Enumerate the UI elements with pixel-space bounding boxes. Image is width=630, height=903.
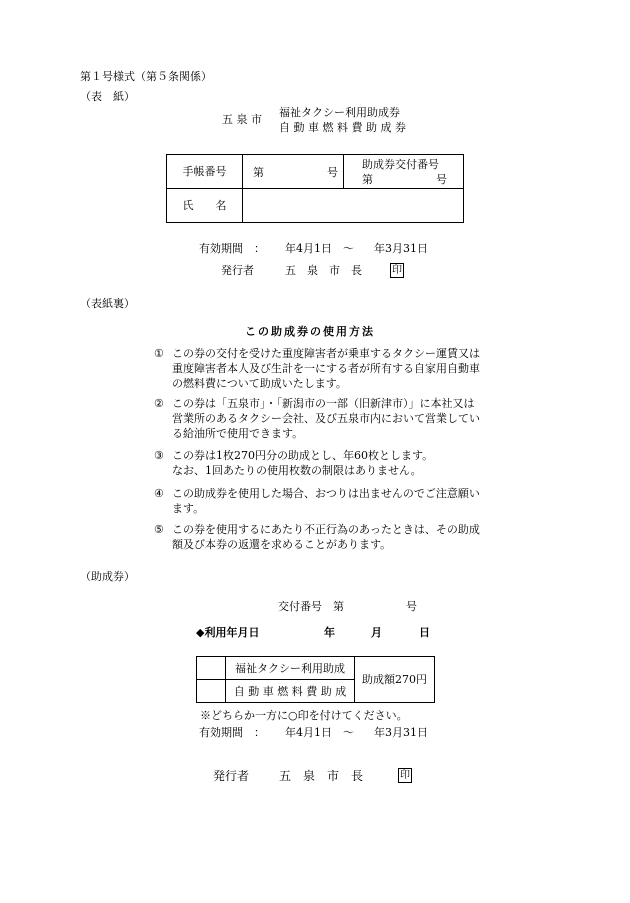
cover-title-taxi: 福祉タクシー利用助成券 <box>279 106 400 119</box>
ticket-issuer-label: 発行者 <box>213 769 250 783</box>
cover-issuer-name: 五 泉 市 長 <box>285 264 362 277</box>
notebook-go: 号 <box>327 166 338 179</box>
usage-item-3 <box>154 448 484 478</box>
opt1-mark-cell[interactable] <box>197 657 226 680</box>
usage-item-5-num: ⑤ <box>154 523 164 536</box>
issue-number-field[interactable] <box>344 155 464 189</box>
use-date-day: 日 <box>419 626 430 639</box>
issue-number-label: 助成券交付番号 <box>362 158 439 171</box>
usage-item-4-num: ④ <box>154 487 164 500</box>
opt2-mark-cell[interactable] <box>197 680 226 703</box>
usage-item-2-text: この券は「五泉市」・「新潟市の一部（旧新津市）」に本社又は営業所のあるタクシー会社、及び五泉市内において営業している給油所で使用できます。 <box>172 397 480 440</box>
ticket-issuer-name: 五 泉 市 長 <box>279 769 364 783</box>
usage-item-4 <box>154 486 484 516</box>
back-label: （表紙裏） <box>80 297 135 310</box>
cover-validity-tilde: ～ <box>343 242 354 255</box>
usage-item-5-text: この券を使用するにあたり不正行為のあったときは、その助成額及び本券の返還を求めることがあります。 <box>172 523 480 551</box>
cover-validity-from: 年4月1日 <box>285 242 332 255</box>
ticket-label: （助成券） <box>80 570 135 583</box>
ticket-option-table <box>196 656 435 703</box>
ticket-validity-tilde: ～ <box>343 726 354 739</box>
name-label: 氏 名 <box>167 189 243 223</box>
usage-item-1-num: ① <box>154 347 164 360</box>
usage-item-1-text: この券の交付を受けた重度障害者が乗車するタクシー運賃又は重度障害者本人及び生計を一にする者が所有する自家用自動車の燃料費について助成いたします。 <box>172 347 480 390</box>
usage-item-4-text: この助成券を使用した場合、おつりは出ませんのでご注意願います。 <box>172 487 480 515</box>
issue-go: 号 <box>436 173 447 186</box>
cover-title-fuel: 自 動 車 燃 料 費 助 成 券 <box>279 121 406 134</box>
ticket-amount: 助成額270円 <box>355 657 435 703</box>
cover-validity-to: 年3月31日 <box>374 242 428 255</box>
usage-item-1 <box>154 346 484 391</box>
name-field[interactable] <box>243 189 464 223</box>
form-number: 第１号様式（第５条関係） <box>80 70 212 83</box>
ticket-note: ※どちらか一方に○印を付けてください。 <box>200 709 408 722</box>
ticket-seal-stamp: 印 <box>400 770 410 781</box>
use-date-year: 年 <box>324 626 335 639</box>
cover-seal-stamp: 印 <box>392 265 402 276</box>
ticket-issue-go: 号 <box>406 600 417 613</box>
use-date-label: ◆利用年月日 <box>196 626 260 639</box>
usage-item-3-text: この券は1枚270円分の助成とし、年60枚とします。 <box>172 449 434 462</box>
cover-info-table <box>166 154 464 223</box>
opt2-label: 自 動 車 燃 料 費 助 成 <box>226 680 355 703</box>
issue-dai: 第 <box>362 173 373 186</box>
notebook-number-field[interactable] <box>243 155 344 189</box>
opt1-label: 福祉タクシー利用助成 <box>226 657 355 680</box>
usage-item-2-num: ② <box>154 397 164 410</box>
use-date-month: 月 <box>371 626 382 639</box>
usage-item-3-note: なお、1回あたりの使用枚数の制限はありません。 <box>172 464 422 477</box>
cover-validity-label: 有効期間 ： <box>199 242 265 255</box>
cover-city: 五 泉 市 <box>222 113 262 126</box>
usage-item-2 <box>154 396 484 441</box>
ticket-validity-label: 有効期間 ： <box>199 726 265 739</box>
usage-item-5 <box>154 522 484 552</box>
cover-label: （表 紙） <box>80 90 135 103</box>
ticket-validity-from: 年4月1日 <box>285 726 332 739</box>
notebook-dai: 第 <box>253 166 264 179</box>
ticket-validity-to: 年3月31日 <box>374 726 428 739</box>
cover-issuer-label: 発行者 <box>221 264 254 277</box>
notebook-number-label: 手帳番号 <box>167 155 243 189</box>
ticket-issue-number-label: 交付番号 第 <box>278 600 344 613</box>
usage-title: この助成券の使用方法 <box>245 325 375 338</box>
usage-item-3-num: ③ <box>154 449 164 462</box>
